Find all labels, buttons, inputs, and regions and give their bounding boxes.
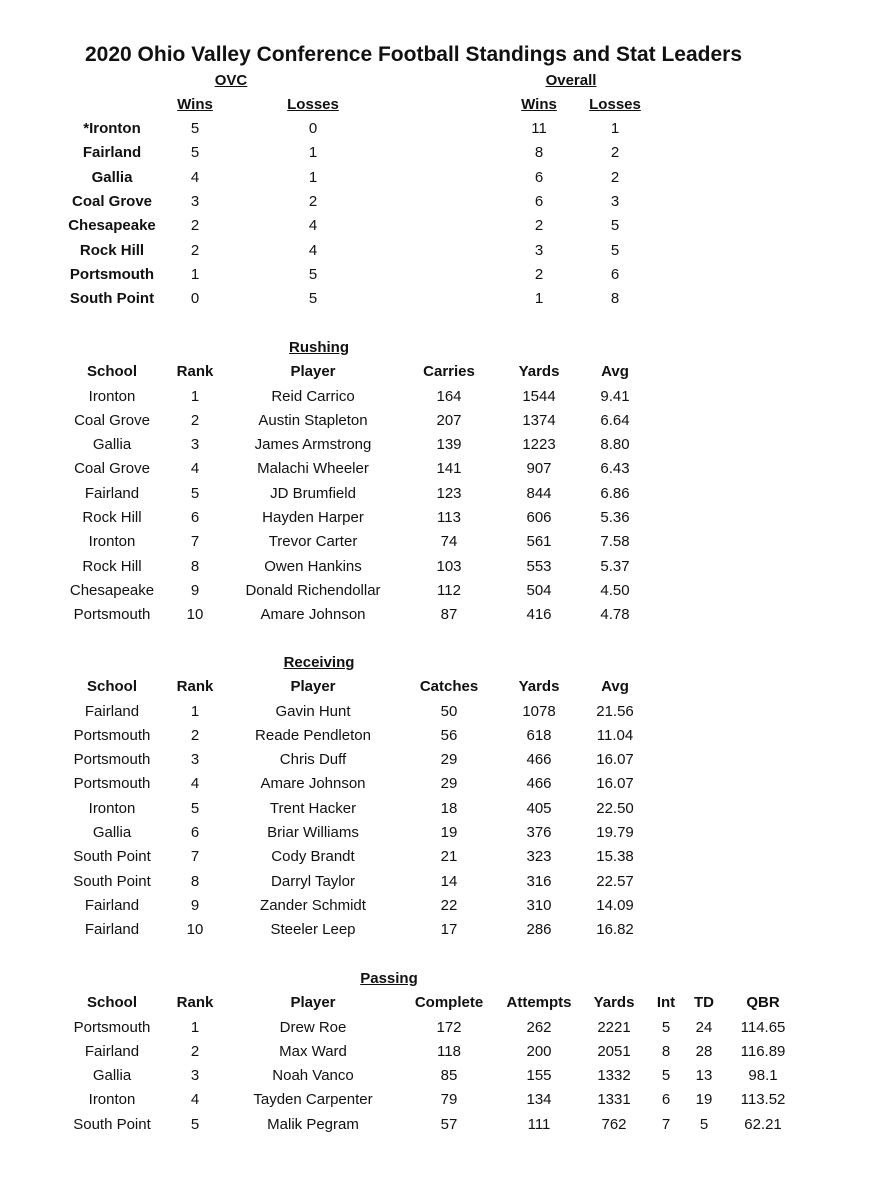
receiving-cell-player: Zander Schmidt	[260, 896, 366, 914]
rushing-cell-yards: 416	[526, 606, 552, 624]
rushing-cell-avg: 8.80	[600, 436, 630, 454]
rushing-cell-yards: 606	[526, 509, 552, 526]
receiving-cell-player: Darryl Taylor	[271, 872, 355, 890]
rushing-cell-rank: 8	[190, 557, 200, 575]
passing-header-player: Player	[290, 994, 336, 1011]
receiving-cell-yards: 316	[526, 872, 552, 890]
overall-heading: Overall	[545, 72, 597, 89]
rushing-cell-yards: 907	[526, 460, 552, 478]
receiving-cell-avg: 19.79	[596, 824, 634, 841]
rushing-cell-carries: 207	[436, 411, 462, 429]
overall-losses-value: 5	[610, 217, 620, 235]
receiving-cell-yards: 310	[526, 896, 552, 914]
ovc-losses-value: 0	[308, 120, 318, 137]
receiving-cell-school: South Point	[73, 848, 151, 866]
passing-cell-yards: 762	[601, 1115, 627, 1133]
passing-cell-attempts: 155	[526, 1067, 552, 1085]
receiving-cell-school: Fairland	[84, 921, 140, 939]
ovc-wins-value: 5	[190, 120, 200, 137]
ovc-heading: OVC	[214, 72, 248, 89]
overall-wins-value: 6	[534, 168, 544, 186]
receiving-cell-rank: 5	[190, 799, 200, 817]
ovc-wins-value: 3	[190, 192, 200, 210]
ovc-losses-value: 5	[308, 265, 318, 283]
rushing-cell-avg: 9.41	[600, 387, 630, 405]
receiving-cell-catches: 56	[440, 726, 458, 744]
rushing-cell-avg: 4.78	[600, 606, 630, 624]
receiving-cell-school: Portsmouth	[73, 751, 151, 769]
receiving-cell-rank: 10	[186, 921, 204, 939]
receiving-header-catches: Catches	[419, 678, 479, 695]
rushing-cell-player: Hayden Harper	[262, 509, 364, 526]
rushing-cell-rank: 2	[190, 411, 200, 429]
rushing-cell-player: Malachi Wheeler	[257, 460, 369, 478]
receiving-cell-player: Gavin Hunt	[275, 702, 351, 720]
passing-cell-complete: 85	[440, 1067, 458, 1085]
rushing-cell-rank: 4	[190, 460, 200, 478]
rushing-cell-player: Austin Stapleton	[258, 411, 368, 429]
rushing-section-title: Rushing	[289, 339, 349, 356]
rushing-cell-rank: 3	[190, 436, 200, 454]
receiving-cell-player: Trent Hacker	[269, 799, 357, 817]
rushing-cell-avg: 6.43	[600, 460, 630, 478]
ovc-wins-header: Wins	[177, 96, 213, 113]
rushing-cell-rank: 7	[190, 533, 200, 551]
receiving-cell-avg: 22.57	[596, 872, 634, 890]
rushing-cell-rank: 6	[190, 509, 200, 526]
ovc-losses-value: 1	[308, 144, 318, 162]
rushing-cell-school: Chesapeake	[69, 581, 155, 599]
receiving-cell-player: Steeler Leep	[270, 921, 356, 939]
rushing-cell-avg: 4.50	[600, 581, 630, 599]
passing-cell-school: Fairland	[84, 1042, 140, 1060]
rushing-cell-yards: 1544	[522, 387, 556, 405]
rushing-cell-player: Trevor Carter	[268, 533, 358, 551]
receiving-cell-yards: 1078	[522, 702, 556, 720]
overall-wins-header: Wins	[521, 96, 557, 113]
rushing-cell-rank: 5	[190, 484, 200, 502]
passing-cell-yards: 2221	[597, 1018, 631, 1036]
ovc-losses-value: 5	[308, 290, 318, 308]
passing-cell-yards: 2051	[597, 1042, 631, 1060]
overall-losses-header: Losses	[589, 96, 641, 113]
rushing-cell-avg: 5.36	[600, 509, 630, 526]
rushing-cell-carries: 141	[436, 460, 462, 478]
ovc-wins-value: 0	[190, 290, 200, 308]
receiving-header-school: School	[86, 678, 138, 695]
passing-cell-school: South Point	[73, 1115, 151, 1133]
rushing-cell-school: Portsmouth	[73, 606, 151, 624]
rushing-cell-yards: 553	[526, 557, 552, 575]
rushing-cell-school: Fairland	[84, 484, 140, 502]
overall-wins-value: 6	[534, 192, 544, 210]
rushing-header-player: Player	[290, 363, 336, 380]
ovc-wins-value: 5	[190, 144, 200, 162]
rushing-header-carries: Carries	[423, 363, 475, 380]
receiving-cell-catches: 21	[440, 848, 458, 866]
rushing-cell-carries: 74	[440, 533, 458, 551]
ovc-losses-header: Losses	[287, 96, 339, 113]
overall-losses-value: 2	[610, 168, 620, 186]
passing-header-attempts: Attempts	[506, 994, 572, 1011]
receiving-cell-catches: 19	[440, 824, 458, 841]
passing-cell-int: 5	[661, 1018, 671, 1036]
ovc-losses-value: 1	[308, 168, 318, 186]
receiving-cell-rank: 9	[190, 896, 200, 914]
receiving-cell-school: South Point	[73, 872, 151, 890]
receiving-cell-avg: 16.07	[596, 775, 634, 793]
rushing-cell-carries: 103	[436, 557, 462, 575]
rushing-cell-carries: 113	[437, 509, 461, 526]
passing-cell-player: Malik Pegram	[267, 1115, 359, 1133]
receiving-cell-catches: 50	[440, 702, 458, 720]
rushing-header-rank: Rank	[176, 363, 214, 380]
receiving-cell-player: Chris Duff	[279, 751, 347, 769]
team-name: *Ironton	[83, 120, 141, 137]
passing-cell-int: 6	[661, 1091, 671, 1109]
rushing-cell-carries: 123	[436, 484, 462, 502]
rushing-cell-yards: 504	[526, 581, 552, 599]
passing-cell-int: 7	[661, 1115, 671, 1133]
rushing-cell-rank: 9	[190, 581, 200, 599]
overall-wins-value: 2	[534, 265, 544, 283]
passing-cell-school: Ironton	[88, 1091, 136, 1109]
rushing-cell-player: Reid Carrico	[271, 387, 355, 405]
receiving-cell-avg: 16.07	[596, 751, 634, 769]
passing-cell-yards: 1331	[597, 1091, 631, 1109]
passing-cell-school: Portsmouth	[73, 1018, 151, 1036]
passing-cell-td: 24	[695, 1018, 713, 1036]
rushing-cell-school: Rock Hill	[82, 557, 142, 575]
receiving-cell-yards: 376	[526, 824, 552, 841]
ovc-wins-value: 2	[190, 241, 200, 259]
team-name: Gallia	[91, 168, 133, 186]
passing-cell-attempts: 111	[527, 1115, 551, 1133]
receiving-cell-avg: 22.50	[596, 799, 634, 817]
rushing-cell-avg: 5.37	[600, 557, 630, 575]
receiving-cell-rank: 2	[190, 726, 200, 744]
passing-cell-yards: 1332	[597, 1067, 631, 1085]
passing-cell-school: Gallia	[92, 1067, 132, 1085]
passing-cell-td: 13	[695, 1067, 713, 1085]
receiving-cell-school: Gallia	[92, 824, 132, 841]
receiving-cell-avg: 15.38	[596, 848, 634, 866]
overall-wins-value: 2	[534, 217, 544, 235]
team-name: Coal Grove	[71, 192, 153, 210]
receiving-cell-avg: 16.82	[596, 921, 634, 939]
team-name: Portsmouth	[69, 265, 155, 283]
receiving-header-yards: Yards	[518, 678, 560, 695]
rushing-cell-avg: 6.64	[600, 411, 630, 429]
ovc-wins-value: 4	[190, 168, 200, 186]
overall-wins-value: 1	[534, 290, 544, 308]
rushing-header-avg: Avg	[601, 363, 629, 380]
receiving-cell-school: Fairland	[84, 896, 140, 914]
passing-header-rank: Rank	[176, 994, 214, 1011]
passing-cell-complete: 57	[440, 1115, 458, 1133]
rushing-cell-yards: 1374	[522, 411, 556, 429]
receiving-section-title: Receiving	[283, 654, 355, 671]
overall-wins-value: 8	[534, 144, 544, 162]
receiving-cell-yards: 405	[526, 799, 552, 817]
receiving-cell-catches: 14	[440, 872, 458, 890]
passing-cell-attempts: 200	[526, 1042, 552, 1060]
receiving-cell-school: Portsmouth	[73, 775, 151, 793]
receiving-cell-rank: 1	[190, 702, 200, 720]
receiving-cell-yards: 286	[526, 921, 552, 939]
passing-cell-rank: 4	[190, 1091, 200, 1109]
passing-cell-td: 19	[695, 1091, 713, 1109]
ovc-losses-value: 4	[308, 241, 318, 259]
receiving-cell-rank: 7	[190, 848, 200, 866]
passing-cell-rank: 1	[190, 1018, 200, 1036]
passing-cell-int: 8	[661, 1042, 671, 1060]
passing-cell-qbr: 113.52	[740, 1091, 786, 1109]
passing-cell-complete: 79	[440, 1091, 458, 1109]
rushing-cell-rank: 10	[186, 606, 204, 624]
rushing-cell-yards: 561	[526, 533, 552, 551]
passing-cell-qbr: 116.89	[740, 1042, 786, 1060]
overall-losses-value: 3	[610, 192, 620, 210]
ovc-losses-value: 2	[308, 192, 318, 210]
passing-cell-attempts: 134	[526, 1091, 552, 1109]
passing-header-qbr: QBR	[746, 994, 780, 1011]
passing-section-title: Passing	[360, 970, 418, 987]
receiving-cell-yards: 466	[526, 751, 552, 769]
receiving-cell-yards: 466	[526, 775, 552, 793]
rushing-cell-player: Amare Johnson	[260, 606, 366, 624]
passing-cell-qbr: 62.21	[744, 1115, 782, 1133]
passing-cell-int: 5	[661, 1067, 671, 1085]
ovc-wins-value: 2	[190, 217, 200, 235]
receiving-cell-rank: 6	[190, 824, 200, 841]
passing-cell-rank: 2	[190, 1042, 200, 1060]
receiving-cell-rank: 4	[190, 775, 200, 793]
rushing-cell-player: Owen Hankins	[264, 557, 362, 575]
page-title: 2020 Ohio Valley Conference Football Standings and Stat Leaders	[85, 43, 743, 66]
overall-losses-value: 8	[610, 290, 620, 308]
rushing-cell-player: JD Brumfield	[270, 484, 356, 502]
receiving-cell-yards: 323	[526, 848, 552, 866]
receiving-cell-player: Reade Pendleton	[255, 726, 371, 744]
receiving-cell-yards: 618	[526, 726, 552, 744]
passing-cell-player: Tayden Carpenter	[253, 1091, 373, 1109]
rushing-header-school: School	[86, 363, 138, 380]
receiving-header-avg: Avg	[601, 678, 629, 695]
passing-cell-player: Drew Roe	[279, 1018, 347, 1036]
receiving-cell-catches: 29	[440, 751, 458, 769]
passing-cell-player: Max Ward	[279, 1042, 347, 1060]
receiving-cell-catches: 17	[440, 921, 458, 939]
ovc-losses-value: 4	[308, 217, 318, 235]
team-name: Rock Hill	[79, 241, 145, 259]
passing-cell-td: 5	[699, 1115, 709, 1133]
passing-cell-td: 28	[695, 1042, 713, 1060]
rushing-header-yards: Yards	[518, 363, 560, 380]
rushing-cell-carries: 112	[437, 581, 461, 599]
receiving-header-rank: Rank	[176, 678, 214, 695]
passing-cell-qbr: 98.1	[748, 1067, 778, 1085]
overall-losses-value: 6	[610, 265, 620, 283]
passing-header-yards: Yards	[593, 994, 635, 1011]
receiving-header-player: Player	[290, 678, 336, 695]
receiving-cell-rank: 3	[190, 751, 200, 769]
receiving-cell-school: Fairland	[84, 702, 140, 720]
passing-cell-player: Noah Vanco	[272, 1067, 354, 1085]
receiving-cell-player: Amare Johnson	[260, 775, 366, 793]
rushing-cell-rank: 1	[190, 387, 200, 405]
rushing-cell-yards: 844	[526, 484, 552, 502]
rushing-cell-school: Rock Hill	[82, 509, 142, 526]
passing-header-td: TD	[694, 994, 714, 1011]
rushing-cell-carries: 139	[436, 436, 462, 454]
passing-cell-qbr: 114.65	[740, 1018, 786, 1036]
rushing-cell-avg: 7.58	[600, 533, 630, 551]
overall-losses-value: 1	[610, 120, 620, 137]
receiving-cell-avg: 21.56	[596, 702, 634, 720]
ovc-wins-value: 1	[190, 265, 200, 283]
rushing-cell-school: Ironton	[88, 533, 136, 551]
rushing-cell-school: Gallia	[92, 436, 132, 454]
receiving-cell-catches: 29	[440, 775, 458, 793]
overall-losses-value: 5	[610, 241, 620, 259]
receiving-cell-catches: 18	[440, 799, 458, 817]
team-name: Fairland	[82, 144, 142, 162]
overall-losses-value: 2	[610, 144, 620, 162]
rushing-cell-carries: 87	[440, 606, 458, 624]
receiving-cell-school: Portsmouth	[73, 726, 151, 744]
receiving-cell-school: Ironton	[88, 799, 136, 817]
rushing-cell-school: Coal Grove	[74, 460, 150, 478]
team-name: Chesapeake	[68, 217, 156, 235]
overall-wins-value: 11	[531, 120, 547, 137]
passing-cell-rank: 5	[190, 1115, 200, 1133]
passing-cell-rank: 3	[190, 1067, 200, 1085]
rushing-cell-carries: 164	[436, 387, 462, 405]
team-name: South Point	[69, 290, 155, 308]
receiving-cell-catches: 22	[440, 896, 458, 914]
passing-cell-complete: 172	[436, 1018, 462, 1036]
rushing-cell-player: James Armstrong	[254, 436, 372, 454]
rushing-cell-player: Donald Richendollar	[245, 581, 381, 599]
rushing-cell-yards: 1223	[522, 436, 556, 454]
rushing-cell-school: Ironton	[88, 387, 136, 405]
receiving-cell-player: Briar Williams	[267, 824, 359, 841]
rushing-cell-avg: 6.86	[600, 484, 630, 502]
passing-cell-attempts: 262	[526, 1018, 552, 1036]
overall-wins-value: 3	[534, 241, 544, 259]
receiving-cell-avg: 11.04	[596, 726, 634, 744]
passing-header-int: Int	[656, 994, 676, 1011]
passing-header-school: School	[86, 994, 138, 1011]
passing-header-complete: Complete	[414, 994, 484, 1011]
rushing-cell-school: Coal Grove	[74, 411, 150, 429]
passing-cell-complete: 118	[437, 1042, 461, 1060]
receiving-cell-avg: 14.09	[596, 896, 634, 914]
receiving-cell-rank: 8	[190, 872, 200, 890]
receiving-cell-player: Cody Brandt	[271, 848, 355, 866]
